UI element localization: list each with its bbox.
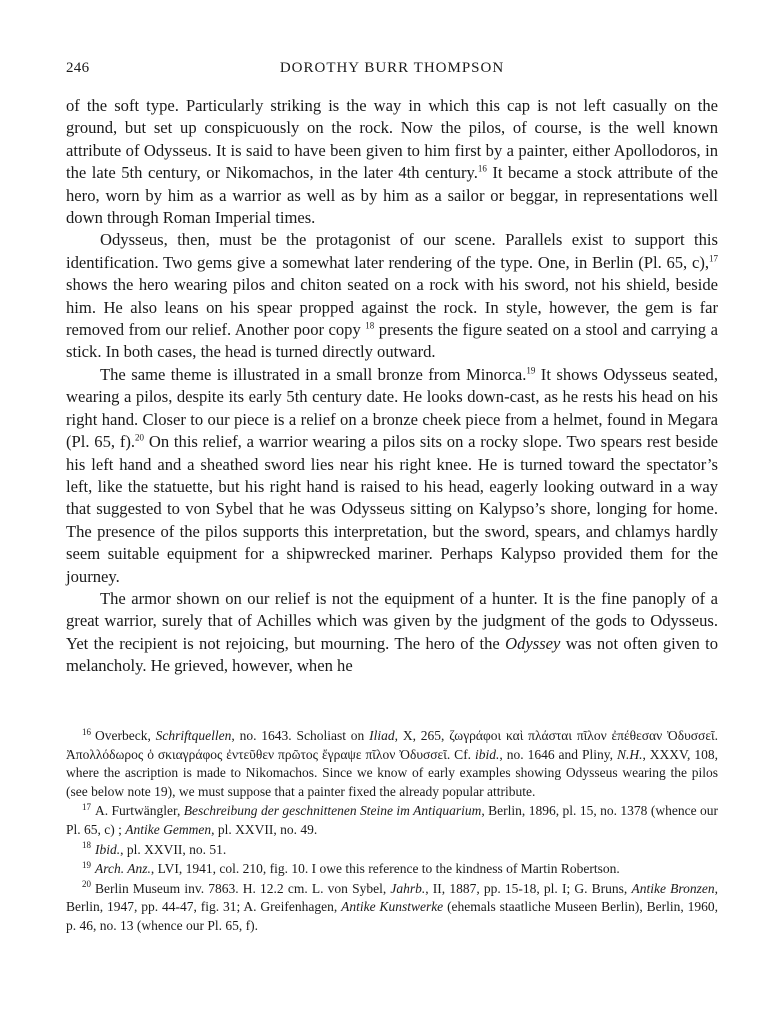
- paragraph-text: On this relief, a warrior wearing a pilos sits on a rocky slope. Two spears rest beside his left hand and a sheathed sword lies near his right knee. He is turned toward the spectator’s left, like the statuette, but his right hand is raised to his head, eagerly looking outward in a way that suggested to von Sybel that he was Odysseus sitting on Kalypso’s shore, longing for home. The presence of the pilos supports this interpretation, but the sword, spears, and chlamys hardly seem suitable equipment for a shipwrecked mariner. Perhaps Kalypso provided them for the journey.: [66, 432, 718, 586]
- running-head: DOROTHY BURR THOMPSON: [279, 60, 505, 76]
- footnote-text: , Berlin, 1896, pl. 15, no. 1378 (whence our Pl. 65, c) ;: [66, 803, 718, 837]
- main-text: [66, 95, 718, 678]
- footnote-italic: Beschreibung der geschnittenen Steine im Antiquarium: [183, 803, 482, 819]
- footnote-italic: Iliad: [369, 728, 395, 743]
- footnote-number: 18: [82, 840, 91, 851]
- paragraph-text: of the soft type. Particularly striking is the way in which this cap is not left casually on the ground, but set up conspicuously on the rock. Now the pilos, of course, is the well known attribute of Odysseus. It is said to have been given to him first by a painter, either Apollodoros, in the late 5th century, or Nikomachos, in the later 4th century.: [66, 96, 718, 183]
- paragraph-1: [66, 95, 718, 229]
- paragraph-text: presents the figure seated on a stool and carrying a stick. In both cases, the head is turned directly outward.: [66, 320, 718, 362]
- footnote-text: (ehemals staatliche Museen Berlin), Berlin, 1960, p. 46, no. 13 (whence our Pl. 65, f).: [66, 899, 718, 933]
- footnote-italic: Antike Kunstwerke: [341, 899, 444, 915]
- footnote-text: A. Furtwängler,: [95, 803, 184, 819]
- footnote-16: [66, 727, 718, 801]
- footnote-text: , LVI, 1941, col. 210, fig. 10. I owe this reference to the kindness of Martin Robertson.: [150, 861, 620, 877]
- footnote-17: [66, 802, 718, 839]
- footnote-italic: Jahrb.: [390, 880, 426, 896]
- footnote-text: , II, 1887, pp. 15-18, pl. I; G. Bruns,: [425, 880, 632, 896]
- paragraph-4: [66, 588, 718, 678]
- footnote-italic: Schriftquellen: [155, 728, 232, 743]
- footnote-ref-16: 16: [477, 163, 487, 174]
- paragraph-text: was not often given to melancholy. He grieved, however, when he: [66, 633, 718, 676]
- footnote-italic: Arch. Anz.: [95, 861, 151, 877]
- footnote-italic: Antike Bronzen: [631, 880, 715, 896]
- footnote-ref-17: 17: [709, 253, 718, 264]
- footnote-text: , X, 265, ζωγράφοι καὶ πλάσται πῖλον ἐπέθεσαν Ὀδυσσεῖ. Ἀπολλόδωρος ὁ σκιαγράφος ἐντεῦθεν πρῶτος ἔγραψε πῖλον Ὀδυσσεῖ. Cf.: [66, 728, 718, 762]
- paragraph-2: [66, 229, 718, 363]
- footnote-text: , XXXV, 108, where the ascription is made to Nikomachos. Since we know of early examples showing Odysseus wearing the pilos (see below note 19), we must suppose that a painter fixed the already popular attribute.: [66, 746, 718, 799]
- footnote-number: 19: [82, 859, 91, 870]
- footnote-text: , Berlin, 1947, pp. 44-47, fig. 31; A. Greifenhagen,: [66, 880, 718, 915]
- footnote-ref-18: 18: [365, 320, 375, 331]
- paragraph-text: It became a stock attribute of the hero, worn by him as a warrior as well as by him as a sailor or beggar, in representations well down through Roman Imperial times.: [66, 163, 718, 228]
- footnote-italic: N.H.: [616, 746, 643, 762]
- paragraph-text: shows the hero wearing pilos and chiton seated on a rock with his sword, not his shield, beside him. He also leans on his spear propped against the rock. In style, however, the gem is far removed from our relief. Another poor copy: [66, 275, 718, 340]
- footnote-18: [66, 841, 718, 860]
- footnote-number: 17: [82, 801, 91, 812]
- footnote-text: Berlin Museum inv. 7863. H. 12.2 cm. L. von Sybel,: [95, 880, 391, 896]
- footnote-text: , pl. XXVII, no. 49.: [211, 821, 318, 837]
- footnote-italic: ibid.: [475, 746, 500, 762]
- footnote-text: Overbeck,: [95, 728, 156, 743]
- paragraph-text: Odysseus, then, must be the protagonist of our scene. Parallels exist to support this identification. Two gems give a somewhat later rendering of the type. One, in Berlin (Pl. 65, c),: [66, 230, 718, 272]
- footnote-number: 16: [82, 726, 91, 737]
- footnote-19: [66, 860, 718, 879]
- footnote-ref-20: 20: [135, 432, 145, 443]
- italic-title: Odyssey: [505, 633, 561, 653]
- footnote-text: , no. 1646 and Pliny,: [499, 746, 617, 762]
- paragraph-text: It shows Odysseus seated, wearing a pilos, despite its early 5th century date. He looks down-cast, as he rests his head on his right hand. Closer to our piece is a relief on a bronze cheek piece from a helmet, found in Megara (Pl. 65, f).: [66, 364, 718, 452]
- footnote-number: 20: [82, 879, 91, 890]
- paragraph-3: [66, 364, 718, 588]
- footnote-italic: Ibid.: [95, 841, 121, 857]
- paragraph-text: The same theme is illustrated in a small bronze from Minorca.: [100, 364, 527, 384]
- page-number: 246: [66, 60, 90, 76]
- footnote-text: , pl. XXVII, no. 51.: [120, 841, 227, 857]
- paragraph-text: The armor shown on our relief is not the equipment of a hunter. It is the fine panoply of a great warrior, surely that of Achilles which was given by the judgment of the gods to Odysseus. Yet the recipient is not rejoicing, but mourning. The hero of the: [66, 588, 718, 653]
- footnote-italic: Antike Gemmen: [125, 821, 212, 837]
- footnote-20: [66, 880, 718, 936]
- footnote-ref-19: 19: [526, 365, 536, 376]
- footnote-text: , no. 1643. Scholiast on: [231, 728, 370, 743]
- footnotes: [66, 727, 718, 937]
- page-header: [66, 60, 718, 84]
